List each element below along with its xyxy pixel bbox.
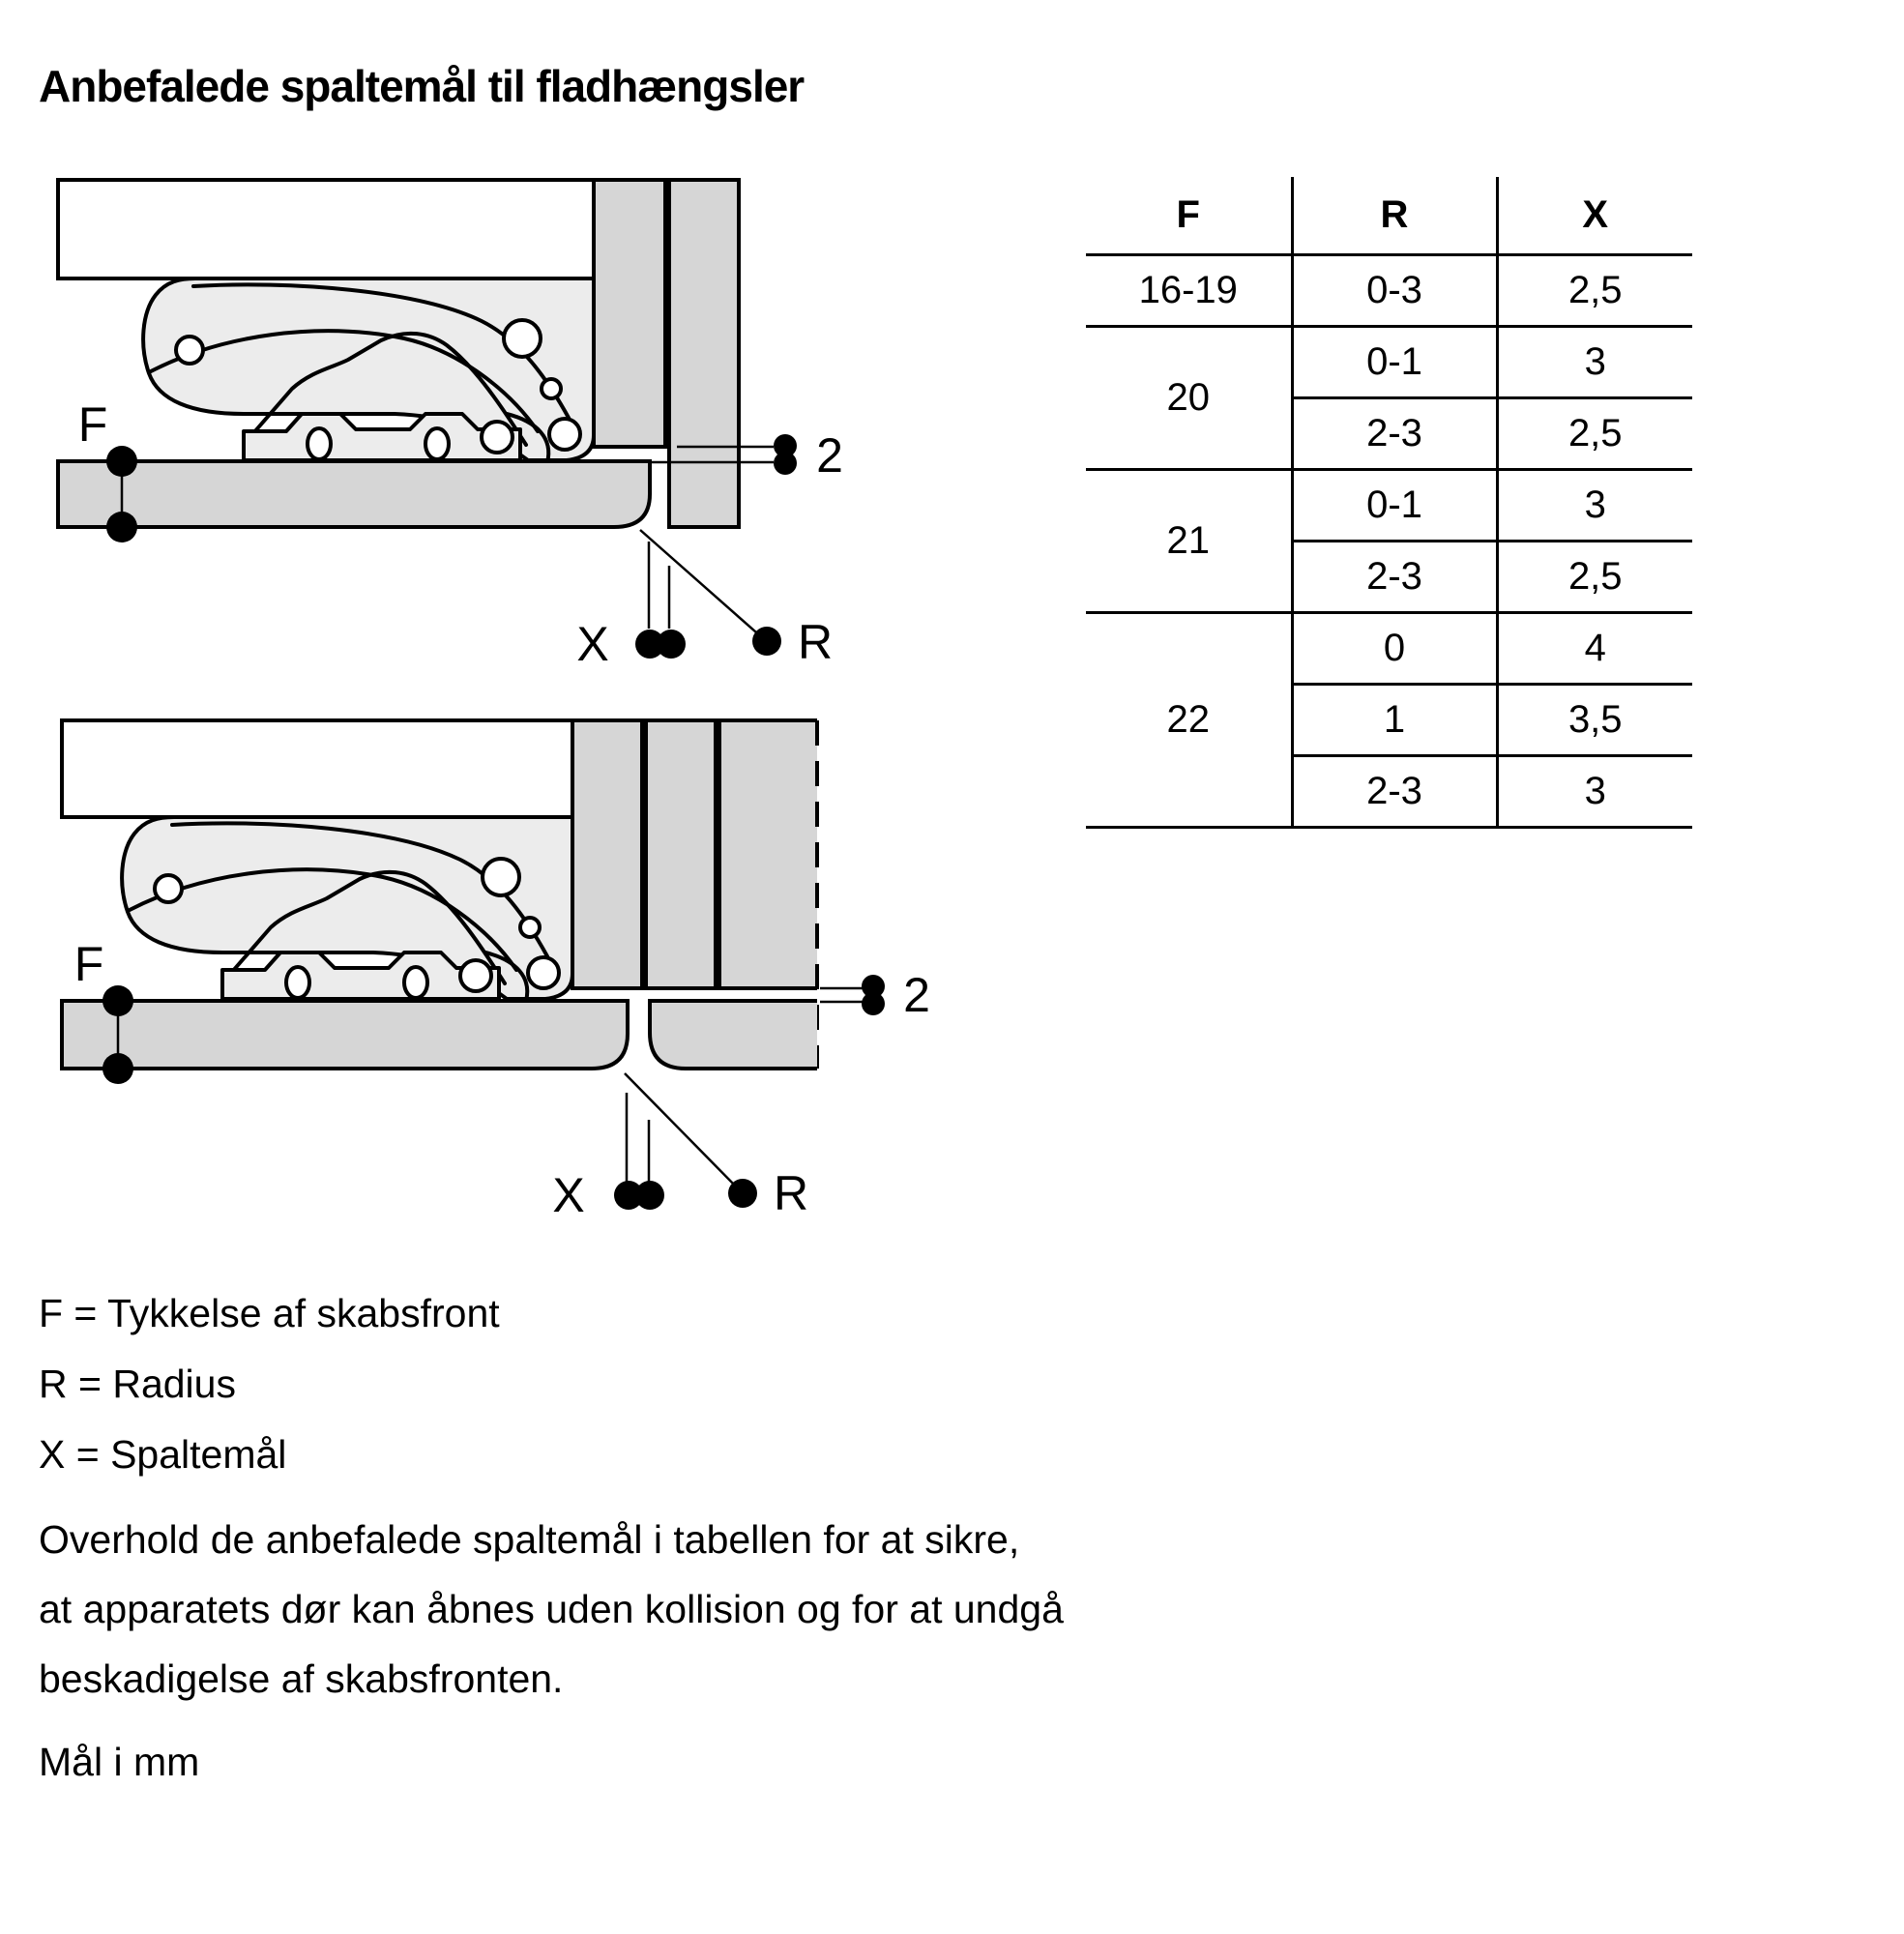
note-line: beskadigelse af skabsfronten. (39, 1656, 564, 1701)
legend (39, 1278, 500, 1490)
cell-r: 0-1 (1292, 327, 1497, 398)
door-continuation (719, 720, 817, 988)
cell-f: 16-19 (1086, 255, 1292, 327)
diagram-top (58, 180, 843, 671)
label-r-bottom: R (773, 1166, 809, 1220)
table-row (1086, 327, 1692, 398)
page-title: Anbefalede spaltemål til fladhængsler (39, 61, 805, 111)
label-f-top: F (77, 397, 108, 452)
dimension-dot (103, 985, 133, 1016)
cabinet-body (58, 180, 594, 278)
table-row (1086, 470, 1692, 542)
note-paragraph (39, 1505, 1064, 1714)
legend-line-f: F = Tykkelse af skabsfront (39, 1291, 500, 1335)
pivot-pin (549, 419, 580, 450)
note-line: at apparatets dør kan åbnes uden kollision og for at undgå (39, 1587, 1064, 1631)
gap-table (1086, 177, 1692, 829)
screw-hole (176, 337, 203, 364)
hinge-diagrams (0, 0, 967, 1257)
screw-hole (308, 428, 331, 459)
cabinet-side-panel (572, 720, 642, 988)
cell-f: 20 (1086, 327, 1292, 470)
label-x-bottom: X (552, 1168, 585, 1222)
appliance-door-panel (646, 720, 716, 988)
cell-x: 2,5 (1497, 255, 1692, 327)
cell-r: 2-3 (1292, 756, 1497, 828)
column-header-f: F (1086, 177, 1292, 255)
dimension-dot (862, 992, 885, 1015)
cabinet-body (62, 720, 572, 817)
dimension-dot (774, 452, 797, 475)
dimension-dot (106, 512, 137, 542)
cell-r: 2-3 (1292, 398, 1497, 470)
pivot-pin (482, 422, 513, 453)
table-row (1086, 255, 1692, 327)
column-header-x: X (1497, 177, 1692, 255)
label-gap-top: 2 (816, 428, 843, 483)
cell-x: 3 (1497, 327, 1692, 398)
label-r-top: R (797, 615, 834, 669)
diagram-bottom (62, 720, 930, 1222)
legend-line-x: X = Spaltemål (39, 1432, 287, 1477)
table-header-row (1086, 177, 1692, 255)
cell-x: 4 (1497, 613, 1692, 685)
note-line: Overhold de anbefalede spaltemål i tabellen for at sikre, (39, 1517, 1020, 1562)
label-gap-bottom: 2 (903, 968, 930, 1022)
furniture-front-panel (58, 461, 650, 527)
cell-r: 1 (1292, 685, 1497, 756)
screw-hole (542, 379, 561, 398)
cell-r: 0 (1292, 613, 1497, 685)
furniture-front-panel (62, 1001, 628, 1069)
cabinet-side-panel (594, 180, 665, 447)
cell-x: 3 (1497, 470, 1692, 542)
cell-f: 22 (1086, 613, 1292, 828)
table-row (1086, 613, 1692, 685)
hinge-assembly (143, 278, 594, 462)
label-f-bottom: F (73, 937, 104, 991)
dimension-dot (728, 1179, 757, 1208)
appliance-door-panel (669, 180, 739, 527)
cell-r: 2-3 (1292, 542, 1497, 613)
cell-f: 21 (1086, 470, 1292, 613)
dimension-dot (635, 1181, 664, 1210)
units-note: Mål i mm (39, 1740, 200, 1784)
cell-x: 3 (1497, 756, 1692, 828)
dimension-dot (752, 627, 781, 656)
cell-x: 2,5 (1497, 398, 1692, 470)
legend-line-r: R = Radius (39, 1362, 236, 1406)
column-header-r: R (1292, 177, 1497, 255)
appliance-front-panel (650, 1001, 817, 1069)
label-x-top: X (576, 617, 609, 671)
cell-r: 0-1 (1292, 470, 1497, 542)
dimension-dot (106, 446, 137, 477)
dimension-dot (103, 1053, 133, 1084)
dimension-dot (657, 630, 686, 659)
screw-hole (425, 428, 449, 459)
cell-r: 0-3 (1292, 255, 1497, 327)
cell-x: 2,5 (1497, 542, 1692, 613)
screw-hole (504, 320, 541, 357)
cell-x: 3,5 (1497, 685, 1692, 756)
